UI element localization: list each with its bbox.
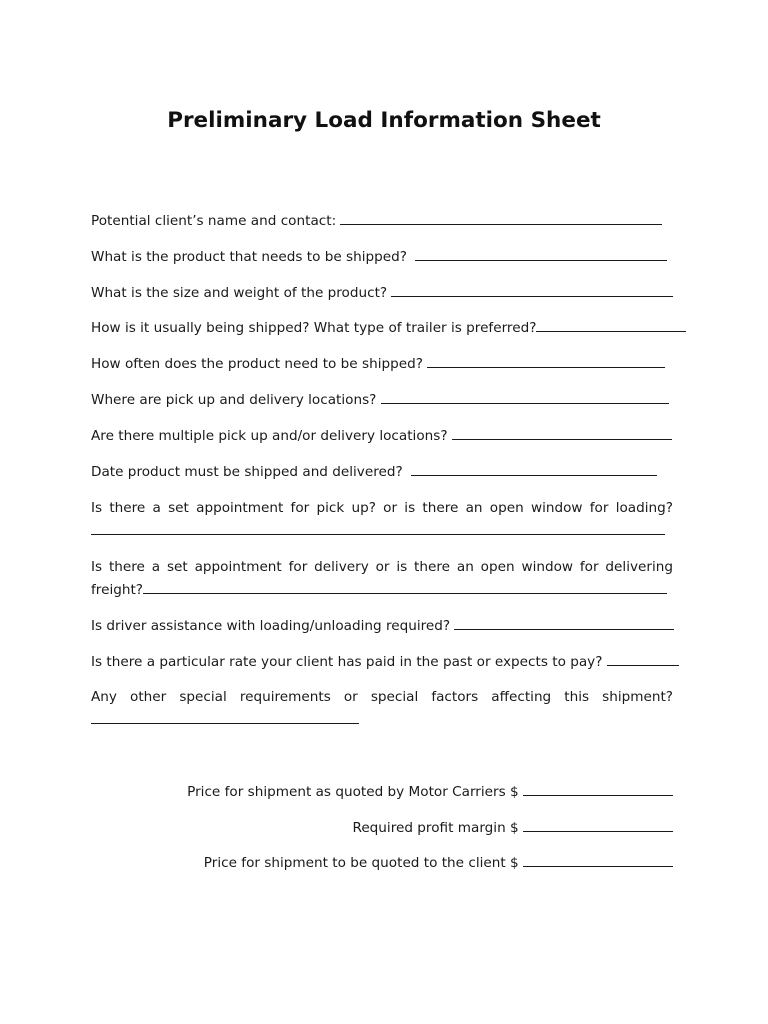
answer-blank[interactable] — [391, 284, 673, 297]
answer-blank[interactable] — [415, 248, 667, 261]
question-delivery-window — [91, 556, 673, 602]
answer-blank[interactable] — [536, 319, 686, 332]
question-label: Is there a set appointment for delivery or is there an open window for delivering — [91, 559, 673, 575]
price-label: Price for shipment as quoted by Motor Carriers $ — [187, 784, 519, 800]
price-blank[interactable] — [523, 854, 673, 867]
question-label: Is there a particular rate your client has paid in the past or expects to pay? — [91, 654, 603, 670]
answer-blank[interactable] — [454, 617, 674, 630]
question-label-continued: freight? — [91, 582, 144, 598]
question-dates — [91, 461, 673, 484]
question-label: Any other special requirements or special factors affecting this shipment? — [91, 689, 673, 705]
answer-blank[interactable] — [427, 355, 665, 368]
question-frequency — [91, 353, 673, 376]
answer-blank[interactable] — [411, 463, 657, 476]
price-client-quote — [204, 852, 673, 875]
question-label: What is the size and weight of the product? — [91, 285, 388, 301]
question-label: Where are pick up and delivery locations? — [91, 392, 377, 408]
price-carrier-quote — [187, 781, 673, 804]
question-label: Potential client’s name and contact: — [91, 213, 337, 229]
price-label: Required profit margin $ — [352, 820, 519, 836]
question-size-weight — [91, 282, 673, 305]
question-trailer — [91, 317, 673, 340]
question-driver-assistance — [91, 615, 673, 638]
page-title: Preliminary Load Information Sheet — [167, 108, 601, 133]
answer-blank[interactable] — [143, 581, 667, 594]
answer-blank[interactable] — [607, 653, 679, 666]
question-label: How is it usually being shipped? What type of trailer is preferred? — [91, 320, 537, 336]
question-locations — [91, 389, 673, 412]
price-blank[interactable] — [523, 819, 673, 832]
answer-blank[interactable] — [340, 212, 662, 225]
price-blank[interactable] — [523, 783, 673, 796]
question-special-requirements — [91, 686, 673, 724]
price-profit-margin — [352, 817, 673, 840]
answer-blank[interactable] — [91, 520, 665, 535]
question-label: How often does the product need to be shipped? — [91, 356, 423, 372]
question-multiple-locations — [91, 425, 673, 448]
question-label: Are there multiple pick up and/or delivery locations? — [91, 428, 448, 444]
question-product — [91, 246, 673, 269]
question-label: Is driver assistance with loading/unloading required? — [91, 618, 451, 634]
question-pickup-window — [91, 497, 673, 535]
question-label: Is there a set appointment for pick up? or is there an open window for loading? — [91, 500, 673, 516]
question-label: What is the product that needs to be shipped? — [91, 249, 407, 265]
question-client-contact — [91, 210, 673, 233]
question-label: Date product must be shipped and delivered? — [91, 464, 403, 480]
answer-blank[interactable] — [452, 427, 672, 440]
price-label: Price for shipment to be quoted to the client $ — [203, 855, 519, 871]
answer-blank[interactable] — [381, 391, 669, 404]
question-rate — [91, 651, 673, 674]
answer-blank[interactable] — [91, 709, 359, 724]
